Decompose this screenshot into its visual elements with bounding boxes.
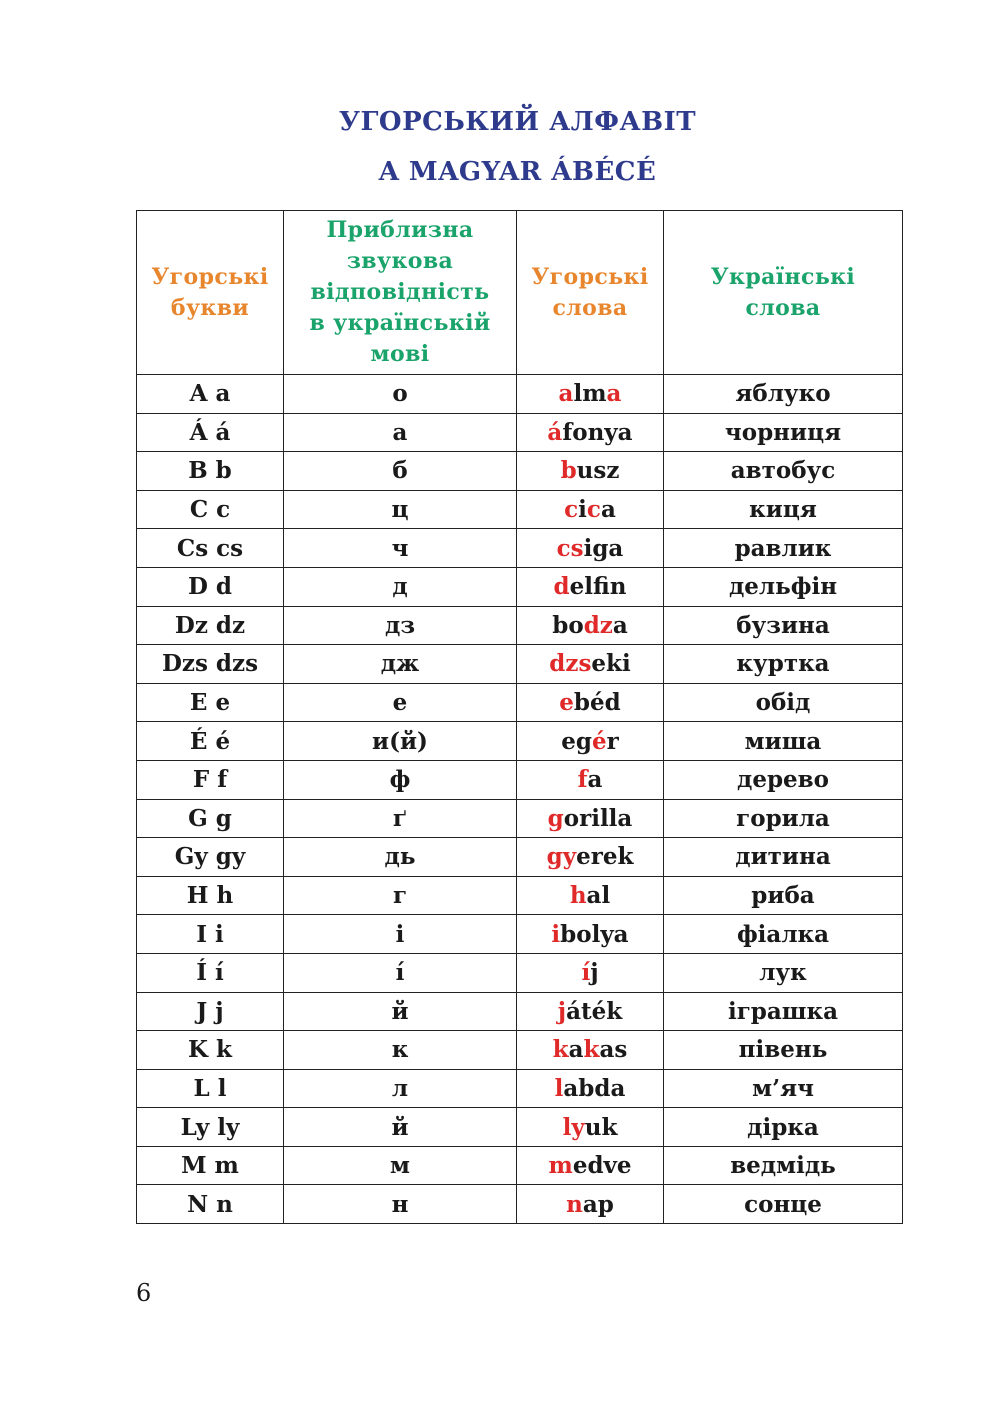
ukrainian-word-cell: дитина [664, 838, 903, 877]
ukrainian-word-cell: яблуко [664, 375, 903, 414]
hungarian-letter-cell: N n [137, 1185, 284, 1224]
hungarian-word-cell [517, 645, 664, 684]
ukrainian-word-cell: фіалка [664, 915, 903, 954]
highlighted-letters: k [552, 1036, 569, 1064]
word-part: j [590, 959, 599, 987]
sound-cell: а [284, 413, 517, 452]
highlighted-letters: g [547, 804, 564, 832]
hungarian-word-cell [517, 1069, 664, 1108]
highlighted-letters: ly [562, 1113, 585, 1141]
highlighted-letters: e [559, 689, 574, 717]
alphabet-table [136, 210, 903, 1224]
hungarian-word-cell [517, 838, 664, 877]
header-line: слова [745, 294, 821, 321]
sound-cell: í [284, 953, 517, 992]
highlighted-letters: dzs [549, 650, 592, 678]
hungarian-word-cell [517, 490, 664, 529]
hungarian-letter-cell: Gy gy [137, 838, 284, 877]
word-part: r [606, 727, 619, 755]
sound-cell: ч [284, 529, 517, 568]
ukrainian-word-cell: автобус [664, 452, 903, 491]
sound-cell: й [284, 992, 517, 1031]
ukrainian-word-cell: дельфін [664, 567, 903, 606]
page-number: 6 [136, 1279, 152, 1307]
hungarian-letter-cell: Dzs dzs [137, 645, 284, 684]
highlighted-letters: c [586, 496, 601, 524]
sound-cell: ґ [284, 799, 517, 838]
hungarian-word-cell [517, 1108, 664, 1147]
ukrainian-word-cell: бузина [664, 606, 903, 645]
ukrainian-word-cell: обід [664, 683, 903, 722]
word-part: a [600, 496, 616, 524]
table-row [137, 722, 903, 761]
ukrainian-word-cell: ведмідь [664, 1146, 903, 1185]
hungarian-word-cell [517, 799, 664, 838]
hungarian-word-cell [517, 1031, 664, 1070]
table-row [137, 1185, 903, 1224]
table-header-row [137, 211, 903, 375]
ukrainian-word-cell: горила [664, 799, 903, 838]
highlighted-letters: d [553, 573, 570, 601]
highlighted-letters: c [564, 496, 579, 524]
hungarian-word-cell [517, 915, 664, 954]
word-part: ap [582, 1190, 614, 1218]
hungarian-letter-cell: Ly ly [137, 1108, 284, 1147]
word-part: al [586, 882, 611, 910]
header-line: слова [552, 294, 628, 321]
word-part: iga [583, 534, 624, 562]
word-part: béd [573, 689, 621, 717]
ukrainian-word-cell: лук [664, 953, 903, 992]
highlighted-letters: l [554, 1074, 564, 1102]
highlighted-letters: gy [546, 843, 577, 871]
highlighted-letters: f [577, 766, 588, 794]
hungarian-letter-cell: Dz dz [137, 606, 284, 645]
ukrainian-word-cell: равлик [664, 529, 903, 568]
sound-cell: дж [284, 645, 517, 684]
ukrainian-word-cell: дерево [664, 760, 903, 799]
header-line: Приблизна [326, 217, 474, 243]
word-part: erek [576, 843, 634, 871]
hungarian-letter-cell: I i [137, 915, 284, 954]
sound-cell: г [284, 876, 517, 915]
hungarian-letter-cell: Á á [137, 413, 284, 452]
word-part: bo [552, 611, 584, 639]
hungarian-word-cell [517, 413, 664, 452]
hungarian-word-cell [517, 760, 664, 799]
header-ukrainian-words [664, 211, 903, 375]
hungarian-letter-cell: M m [137, 1146, 284, 1185]
table-row [137, 452, 903, 491]
hungarian-word-cell [517, 1185, 664, 1224]
hungarian-letter-cell: H h [137, 876, 284, 915]
table-row [137, 1069, 903, 1108]
hungarian-letter-cell: L l [137, 1069, 284, 1108]
ukrainian-word-cell: риба [664, 876, 903, 915]
hungarian-word-cell [517, 1146, 664, 1185]
table-row [137, 953, 903, 992]
table-row [137, 413, 903, 452]
sound-cell: ц [284, 490, 517, 529]
table-row [137, 606, 903, 645]
table-row [137, 645, 903, 684]
highlighted-letters: cs [556, 534, 584, 562]
table-row [137, 375, 903, 414]
page-title-ukrainian: УГОРСЬКИЙ АЛФАВІТ [338, 107, 697, 137]
table-row [137, 529, 903, 568]
table-row [137, 876, 903, 915]
table-row [137, 1108, 903, 1147]
word-part: uk [584, 1113, 618, 1141]
header-line: Українські [710, 263, 856, 290]
word-part: as [599, 1036, 628, 1064]
highlighted-letters: j [557, 997, 567, 1025]
highlighted-letters: k [583, 1036, 600, 1064]
ukrainian-word-cell: куртка [664, 645, 903, 684]
sound-cell: к [284, 1031, 517, 1070]
header-line: Угорські [531, 263, 649, 290]
table-row [137, 490, 903, 529]
ukrainian-word-cell: м’яч [664, 1069, 903, 1108]
table-row [137, 1146, 903, 1185]
header-hungarian-words [517, 211, 664, 375]
ukrainian-word-cell: сонце [664, 1185, 903, 1224]
table-row [137, 683, 903, 722]
word-part: bolya [560, 920, 629, 948]
table-row [137, 838, 903, 877]
header-line: в українській [309, 310, 491, 336]
word-part: eg [561, 727, 592, 755]
hungarian-word-cell [517, 375, 664, 414]
sound-cell: о [284, 375, 517, 414]
sound-cell: дь [284, 838, 517, 877]
table-body [137, 375, 903, 1224]
hungarian-letter-cell: D d [137, 567, 284, 606]
sound-cell: ф [284, 760, 517, 799]
hungarian-letter-cell: K k [137, 1031, 284, 1070]
ukrainian-word-cell: киця [664, 490, 903, 529]
word-part: edve [572, 1152, 632, 1180]
highlighted-letters: n [566, 1190, 583, 1218]
highlighted-letters: a [558, 380, 574, 408]
header-line: букви [170, 294, 250, 321]
highlighted-letters: h [569, 882, 587, 910]
word-part: i [578, 496, 587, 524]
hungarian-word-cell [517, 992, 664, 1031]
ukrainian-word-cell: півень [664, 1031, 903, 1070]
ukrainian-word-cell: чорниця [664, 413, 903, 452]
word-part: abda [563, 1074, 626, 1102]
header-hungarian-letters [137, 211, 284, 375]
table-row [137, 567, 903, 606]
sound-cell: е [284, 683, 517, 722]
hungarian-letter-cell: Cs cs [137, 529, 284, 568]
sound-cell: дз [284, 606, 517, 645]
highlighted-letters: m [548, 1152, 573, 1180]
word-part: a [568, 1036, 584, 1064]
hungarian-word-cell [517, 683, 664, 722]
sound-cell: й [284, 1108, 517, 1147]
hungarian-letter-cell: J j [137, 992, 284, 1031]
table-row [137, 992, 903, 1031]
page-title-hungarian: A MAGYAR ÁBÉCÉ [378, 157, 657, 187]
hungarian-word-cell [517, 953, 664, 992]
hungarian-letter-cell: C c [137, 490, 284, 529]
highlighted-letters: é [591, 727, 607, 755]
header-line: Угорські [151, 263, 269, 290]
hungarian-letter-cell: G g [137, 799, 284, 838]
word-part: elfin [569, 573, 627, 601]
word-part: áték [566, 997, 623, 1025]
sound-cell: и(й) [284, 722, 517, 761]
table-row [137, 1031, 903, 1070]
word-part: a [587, 766, 603, 794]
table-row [137, 799, 903, 838]
word-part: eki [591, 650, 631, 678]
header-line: мові [370, 341, 430, 367]
hungarian-word-cell [517, 606, 664, 645]
sound-cell: д [284, 567, 517, 606]
hungarian-word-cell [517, 529, 664, 568]
word-part: lm [573, 380, 607, 408]
hungarian-word-cell [517, 452, 664, 491]
sound-cell: і [284, 915, 517, 954]
sound-cell: б [284, 452, 517, 491]
highlighted-letters: a [606, 380, 622, 408]
table-row [137, 915, 903, 954]
highlighted-letters: b [560, 457, 577, 485]
highlighted-letters: i [551, 920, 561, 948]
header-line: відповідність [310, 279, 490, 305]
hungarian-word-cell [517, 722, 664, 761]
word-part: orilla [563, 804, 633, 832]
header-line: звукова [346, 248, 454, 274]
hungarian-word-cell [517, 876, 664, 915]
highlighted-letters: dz [583, 611, 613, 639]
word-part: fonya [562, 418, 633, 446]
highlighted-letters: í [581, 959, 591, 987]
hungarian-letter-cell: B b [137, 452, 284, 491]
hungarian-word-cell [517, 567, 664, 606]
hungarian-letter-cell: F f [137, 760, 284, 799]
sound-cell: л [284, 1069, 517, 1108]
table-row [137, 760, 903, 799]
hungarian-letter-cell: E e [137, 683, 284, 722]
ukrainian-word-cell: іграшка [664, 992, 903, 1031]
hungarian-letter-cell: É é [137, 722, 284, 761]
sound-cell: н [284, 1185, 517, 1224]
ukrainian-word-cell: миша [664, 722, 903, 761]
hungarian-letter-cell: A a [137, 375, 284, 414]
highlighted-letters: á [547, 418, 563, 446]
header-sound-equivalent [284, 211, 517, 375]
ukrainian-word-cell: дірка [664, 1108, 903, 1147]
word-part: a [612, 611, 628, 639]
word-part: usz [576, 457, 620, 485]
sound-cell: м [284, 1146, 517, 1185]
hungarian-letter-cell: Í í [137, 953, 284, 992]
